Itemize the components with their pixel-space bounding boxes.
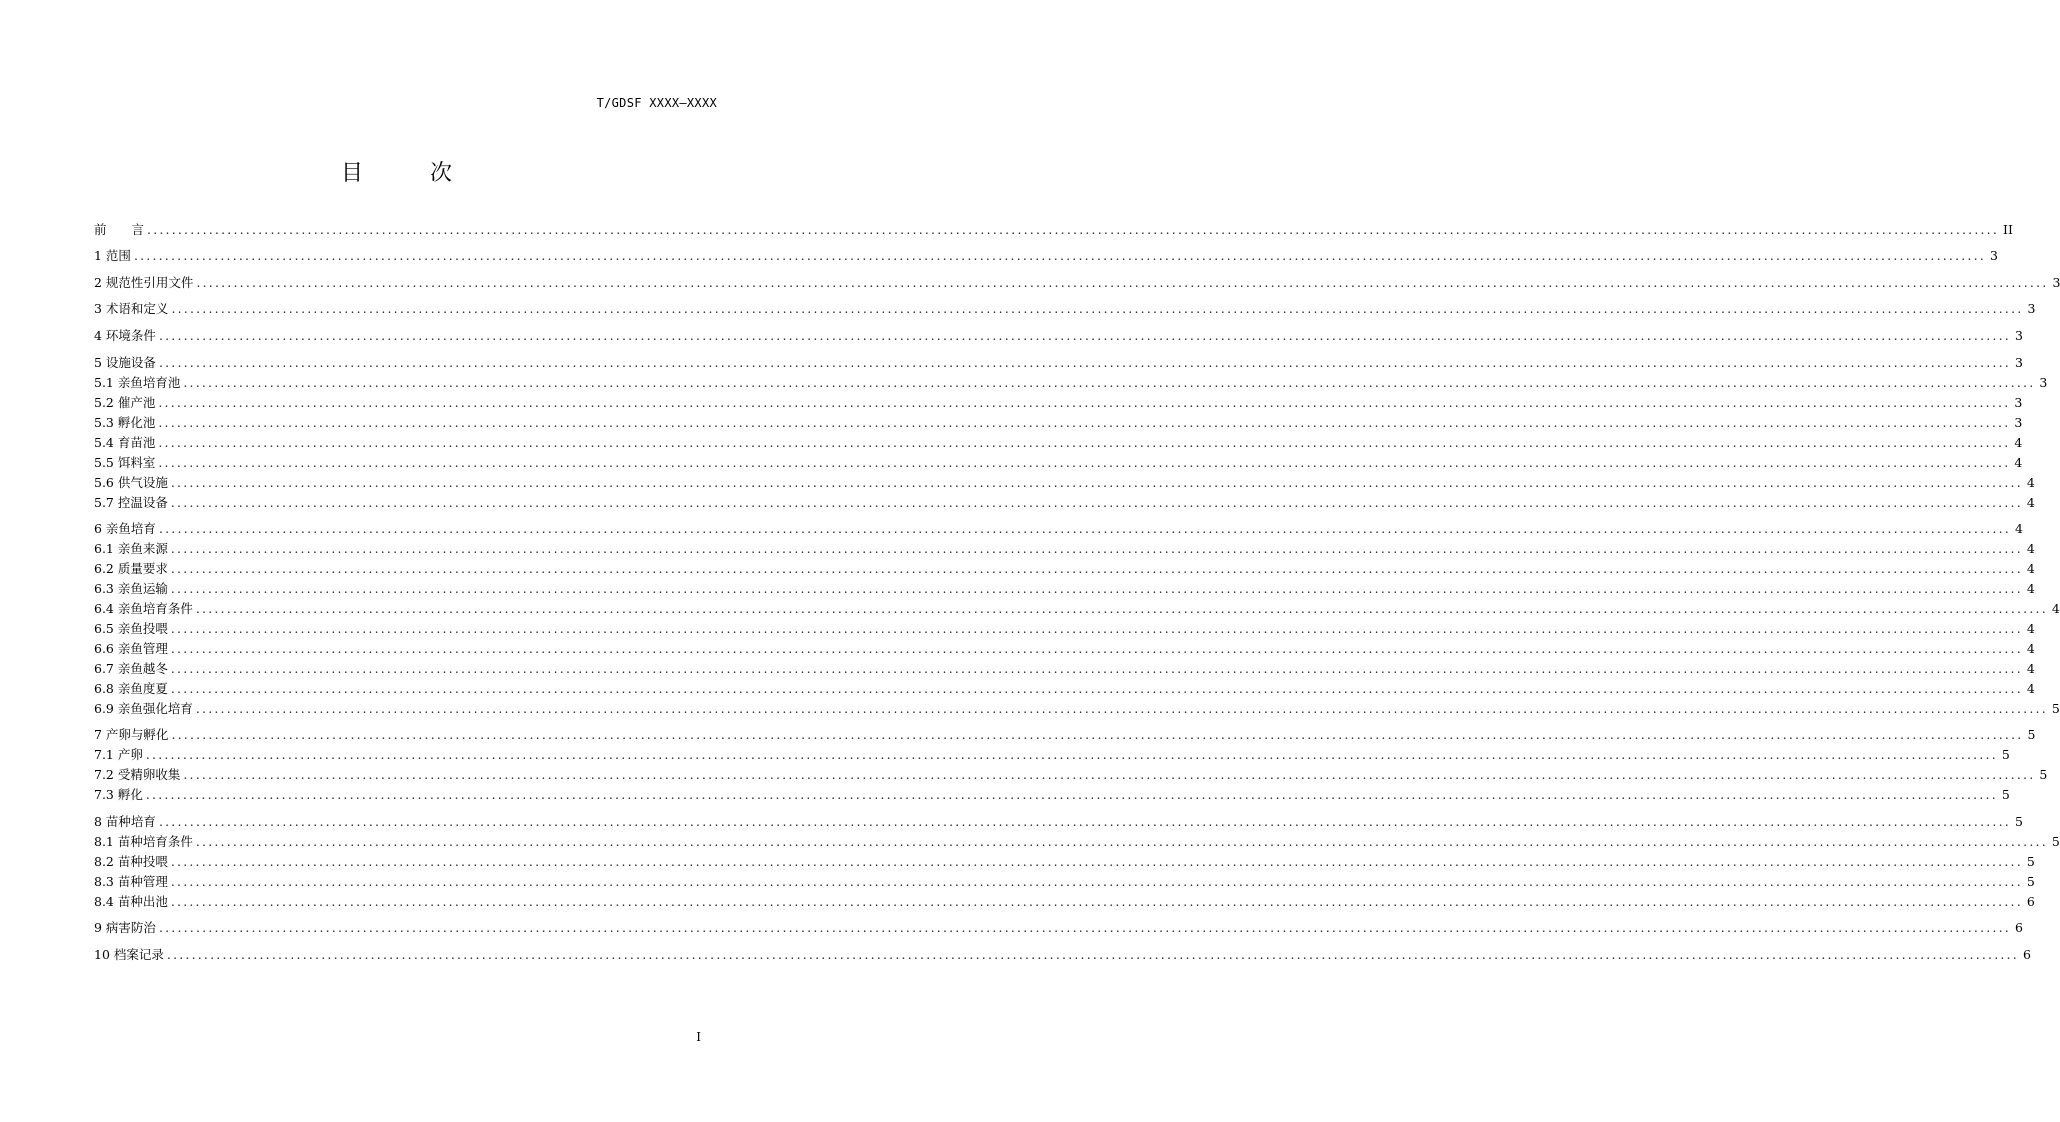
toc-entry[interactable]: [94, 746, 2010, 764]
toc-entry-page: 4: [2026, 581, 2035, 596]
toc-entry-page: 3: [2039, 375, 2048, 390]
toc-entry-page: 4: [2026, 661, 2035, 676]
toc-entry[interactable]: [94, 221, 2013, 239]
toc-leader-dots: ............................................................................................................................................................................................................................................................................................................: [158, 455, 2011, 470]
toc-entry-label: 3 术语和定义: [94, 301, 169, 316]
toc-leader-dots: ............................................................................................................................................................................................................................................................................................................: [166, 947, 2019, 962]
toc-entry[interactable]: [94, 813, 2023, 831]
document-code: T/GDSF XXXX—XXXX: [596, 96, 717, 110]
toc-leader-dots: ............................................................................................................................................................................................................................................................................................................: [170, 681, 2023, 696]
toc-entry-label: 8.2 苗种投喂: [94, 854, 168, 869]
toc-entry-label: 4 环境条件: [94, 328, 156, 343]
toc-entry-label: 5.5 饵料室: [94, 455, 156, 470]
toc-leader-dots: ............................................................................................................................................................................................................................................................................................................: [195, 601, 2048, 616]
toc-entry-page: 4: [2014, 435, 2023, 450]
toc-entry-label: 7.3 孵化: [94, 787, 143, 802]
toc-leader-dots: ............................................................................................................................................................................................................................................................................................................: [158, 355, 2011, 370]
toc-entry[interactable]: [94, 620, 2035, 638]
toc-leader-dots: ............................................................................................................................................................................................................................................................................................................: [195, 701, 2048, 716]
toc-entry-page: 4: [2014, 455, 2023, 470]
toc-entry-page: 3: [2027, 301, 2036, 316]
toc-entry-label: 8.3 苗种管理: [94, 874, 168, 889]
toc-entry[interactable]: [94, 300, 2036, 318]
toc-leader-dots: ............................................................................................................................................................................................................................................................................................................: [147, 222, 2000, 237]
toc-entry[interactable]: [94, 474, 2035, 492]
toc-entry-label: 6.1 亲鱼来源: [94, 541, 168, 556]
toc-entry-label: 6.6 亲鱼管理: [94, 641, 168, 656]
toc-entry-page: 5: [2039, 767, 2048, 782]
toc-leader-dots: ............................................................................................................................................................................................................................................................................................................: [158, 395, 2011, 410]
toc-entry-label: 5.1 亲鱼培育池: [94, 375, 181, 390]
toc-entry-page: 5: [2027, 727, 2036, 742]
toc-entry[interactable]: [94, 873, 2035, 891]
toc-entry-label: 5.2 催产池: [94, 395, 156, 410]
toc-entry-page: 3: [2052, 275, 2060, 290]
toc-entry-label: 10 档案记录: [94, 947, 164, 962]
toc-entry-page: 5: [2001, 787, 2010, 802]
toc-entry-label: 6.7 亲鱼越冬: [94, 661, 168, 676]
toc-entry[interactable]: [94, 327, 2023, 345]
toc-leader-dots: ............................................................................................................................................................................................................................................................................................................: [196, 275, 2049, 290]
toc-entry-label: 6.8 亲鱼度夏: [94, 681, 168, 696]
toc-entry-label: 9 病害防治: [94, 920, 156, 935]
toc-entry-label: 6.2 质量要求: [94, 561, 168, 576]
toc-leader-dots: ............................................................................................................................................................................................................................................................................................................: [170, 581, 2023, 596]
toc-entry[interactable]: [94, 560, 2035, 578]
toc-entry-page: 4: [2051, 601, 2060, 616]
toc-entry-page: 4: [2026, 541, 2035, 556]
toc-entry[interactable]: [94, 540, 2035, 558]
toc-leader-dots: ............................................................................................................................................................................................................................................................................................................: [145, 747, 1998, 762]
toc-entry-page: 3: [2014, 415, 2023, 430]
toc-entry[interactable]: [94, 454, 2023, 472]
toc-entry[interactable]: [94, 247, 1998, 265]
toc-entry-page: 4: [2026, 641, 2035, 656]
toc-entry[interactable]: [94, 893, 2035, 911]
toc-entry-label: 5.7 控温设备: [94, 495, 168, 510]
toc-leader-dots: ............................................................................................................................................................................................................................................................................................................: [158, 435, 2011, 450]
toc-entry[interactable]: [94, 726, 2036, 744]
toc-entry-label: 7.2 受精卵收集: [94, 767, 181, 782]
toc-entry-page: 5: [2001, 747, 2010, 762]
page-number: I: [696, 1030, 701, 1044]
toc-leader-dots: ............................................................................................................................................................................................................................................................................................................: [171, 727, 2024, 742]
toc-entry-label: 8 苗种培育: [94, 814, 156, 829]
toc-entry-page: 6: [2015, 920, 2023, 935]
toc-entry-label: 6.5 亲鱼投喂: [94, 621, 168, 636]
toc-entry-page: 5: [2026, 854, 2035, 869]
toc-leader-dots: ............................................................................................................................................................................................................................................................................................................: [170, 541, 2023, 556]
toc-leader-dots: ............................................................................................................................................................................................................................................................................................................: [170, 854, 2023, 869]
toc-entry-label: 8.4 苗种出池: [94, 894, 168, 909]
toc-entry-page: 3: [2015, 328, 2023, 343]
toc-entry[interactable]: [94, 394, 2023, 412]
toc-entry-page: 4: [2026, 475, 2035, 490]
toc-entry-label: 前 言: [94, 222, 145, 237]
toc-entry-page: 4: [2015, 521, 2023, 536]
toc-entry-page: 6: [2022, 947, 2031, 962]
toc-leader-dots: ............................................................................................................................................................................................................................................................................................................: [170, 874, 2023, 889]
toc-entry-label: 6 亲鱼培育: [94, 521, 156, 536]
toc-entry-page: 4: [2026, 561, 2035, 576]
toc-leader-dots: ............................................................................................................................................................................................................................................................................................................: [195, 834, 2048, 849]
toc-leader-dots: ............................................................................................................................................................................................................................................................................................................: [158, 814, 2011, 829]
toc-entry[interactable]: [94, 680, 2035, 698]
toc-entry[interactable]: [94, 274, 2060, 292]
toc-entry-label: 2 规范性引用文件: [94, 275, 194, 290]
toc-entry[interactable]: [94, 640, 2035, 658]
toc-entry-label: 6.9 亲鱼强化培育: [94, 701, 193, 716]
toc-leader-dots: ............................................................................................................................................................................................................................................................................................................: [133, 248, 1986, 263]
toc-entry-page: 6: [2026, 894, 2035, 909]
toc-entry-label: 8.1 苗种培育条件: [94, 834, 193, 849]
toc-leader-dots: ............................................................................................................................................................................................................................................................................................................: [170, 621, 2023, 636]
toc-entry[interactable]: [94, 766, 2048, 784]
toc-leader-dots: ............................................................................................................................................................................................................................................................................................................: [183, 767, 2036, 782]
toc-entry-page: 3: [2015, 355, 2023, 370]
toc-entry[interactable]: [94, 660, 2035, 678]
toc-entry[interactable]: [94, 919, 2023, 937]
toc-entry-label: 5.4 育苗池: [94, 435, 156, 450]
toc-entry-label: 6.4 亲鱼培育条件: [94, 601, 193, 616]
toc-leader-dots: ............................................................................................................................................................................................................................................................................................................: [170, 661, 2023, 676]
toc-leader-dots: ............................................................................................................................................................................................................................................................................................................: [158, 328, 2011, 343]
toc-entry[interactable]: [94, 374, 2048, 392]
toc-leader-dots: ............................................................................................................................................................................................................................................................................................................: [158, 521, 2011, 536]
toc-entry[interactable]: [94, 600, 2060, 618]
toc-entry[interactable]: [94, 354, 2023, 372]
toc-entry-page: 4: [2026, 621, 2035, 636]
toc-entry-label: 1 范围: [94, 248, 131, 263]
toc-entry-page: 3: [2014, 395, 2023, 410]
toc-leader-dots: ............................................................................................................................................................................................................................................................................................................: [170, 475, 2023, 490]
toc-leader-dots: ............................................................................................................................................................................................................................................................................................................: [170, 641, 2023, 656]
toc-entry-page: 4: [2026, 495, 2035, 510]
toc-entry-label: 6.3 亲鱼运输: [94, 581, 168, 596]
toc-entry-page: 5: [2051, 834, 2060, 849]
toc-entry-page: 3: [1990, 248, 1998, 263]
toc-entry-label: 7 产卵与孵化: [94, 727, 169, 742]
toc-entry-label: 7.1 产卵: [94, 747, 143, 762]
toc-entry[interactable]: [94, 434, 2023, 452]
toc-entry-page: 4: [2026, 681, 2035, 696]
toc-entry[interactable]: [94, 580, 2035, 598]
toc-entry[interactable]: [94, 853, 2035, 871]
toc-entry[interactable]: [94, 414, 2023, 432]
toc-entry[interactable]: [94, 700, 2060, 718]
toc-entry[interactable]: [94, 520, 2023, 538]
toc-entry[interactable]: [94, 786, 2010, 804]
toc-entry-page: II: [2003, 222, 2013, 237]
toc-leader-dots: ............................................................................................................................................................................................................................................................................................................: [170, 495, 2023, 510]
toc-entry-label: 5.6 供气设施: [94, 475, 168, 490]
toc-entry-page: 5: [2015, 814, 2023, 829]
toc-leader-dots: ............................................................................................................................................................................................................................................................................................................: [170, 894, 2023, 909]
toc-entry-label: 5.3 孵化池: [94, 415, 156, 430]
toc-entry[interactable]: [94, 946, 2031, 964]
toc-entry[interactable]: [94, 833, 2060, 851]
toc-leader-dots: ............................................................................................................................................................................................................................................................................................................: [171, 301, 2024, 316]
toc-leader-dots: ............................................................................................................................................................................................................................................................................................................: [158, 415, 2011, 430]
toc-leader-dots: ............................................................................................................................................................................................................................................................................................................: [158, 920, 2011, 935]
toc-leader-dots: ............................................................................................................................................................................................................................................................................................................: [145, 787, 1998, 802]
toc-entry[interactable]: [94, 494, 2035, 512]
toc-leader-dots: ............................................................................................................................................................................................................................................................................................................: [183, 375, 2036, 390]
toc-entry-label: 5 设施设备: [94, 355, 156, 370]
toc-leader-dots: ............................................................................................................................................................................................................................................................................................................: [170, 561, 2023, 576]
toc-title: 目 次: [341, 161, 482, 186]
toc-entry-page: 5: [2026, 874, 2035, 889]
toc-entry-page: 5: [2051, 701, 2060, 716]
